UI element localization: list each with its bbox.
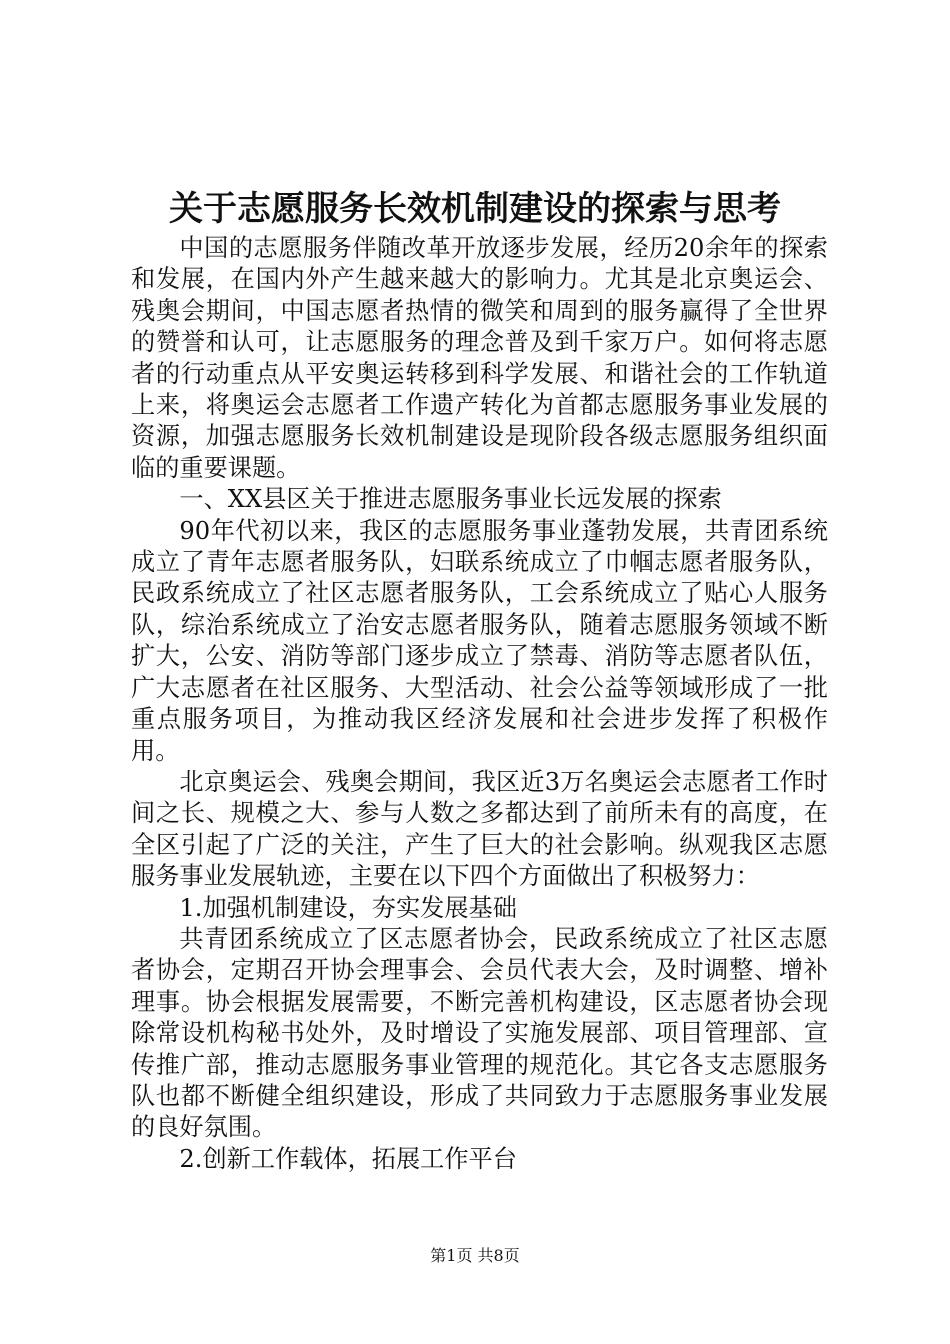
page-number-footer: 第1页 共8页 <box>430 1246 520 1265</box>
subheading-1: 1.加强机制建设，夯实发展基础 <box>179 893 517 922</box>
paragraph-intro: 中国的志愿服务伴随改革开放逐步发展，经历20余年的探索和发展，在国内外产生越来越大的影响力。尤其是北京奥运会、残奥会期间，中国志愿者热情的微笑和周到的服务赢得了全世界的赞誉和认可，让志愿服务的理念普及到千家万户。如何将志愿者的行动重点从平安奥运转移到科学发展、和谐社会的工作轨道上来，将奥运会志愿者工作遗产转化为首都志愿服务事业发展的资源，加强志愿服务长效机制建设是现阶段各级志愿服务组织面临的重要课题。 <box>131 234 828 482</box>
section-heading-1: 一、XX县区关于推进志愿服务事业长远发展的探索 <box>179 485 722 514</box>
document-title: 关于志愿服务长效机制建设的探索与思考 <box>169 189 781 229</box>
document-body <box>131 233 828 1175</box>
subheading-2: 2.创新工作载体，拓展工作平台 <box>179 1144 517 1173</box>
paragraph-olympics: 北京奥运会、残奥会期间，我区近3万名奥运会志愿者工作时间之长、规模之大、参与人数之多都达到了前所未有的高度，在全区引起了广泛的关注，产生了巨大的社会影响。纵观我区志愿服务事业发展轨迹，主要在以下四个方面做出了积极努力： <box>131 767 828 891</box>
paragraph-history: 90年代初以来，我区的志愿服务事业蓬勃发展，共青团系统成立了青年志愿者服务队，妇联系统成立了巾帼志愿者服务队，民政系统成立了社区志愿者服务队，工会系统成立了贴心人服务队，综治系统成立了治安志愿者服务队，随着志愿服务领域不断扩大，公安、消防等部门逐步成立了禁毒、消防等志愿者队伍，广大志愿者在社区服务、大型活动、社会公益等领域形成了一批重点服务项目，为推动我区经济发展和社会进步发挥了积极作用。 <box>131 516 828 765</box>
paragraph-mechanism: 共青团系统成立了区志愿者协会，民政系统成立了社区志愿者协会，定期召开协会理事会、会员代表大会，及时调整、增补理事。协会根据发展需要，不断完善机构建设，区志愿者协会现除常设机构秘书处外，及时增设了实施发展部、项目管理部、宣传推广部，推动志愿服务事业管理的规范化。其它各支志愿服务队也都不断健全组织建设，形成了共同致力于志愿服务事业发展的良好氛围。 <box>131 924 828 1142</box>
